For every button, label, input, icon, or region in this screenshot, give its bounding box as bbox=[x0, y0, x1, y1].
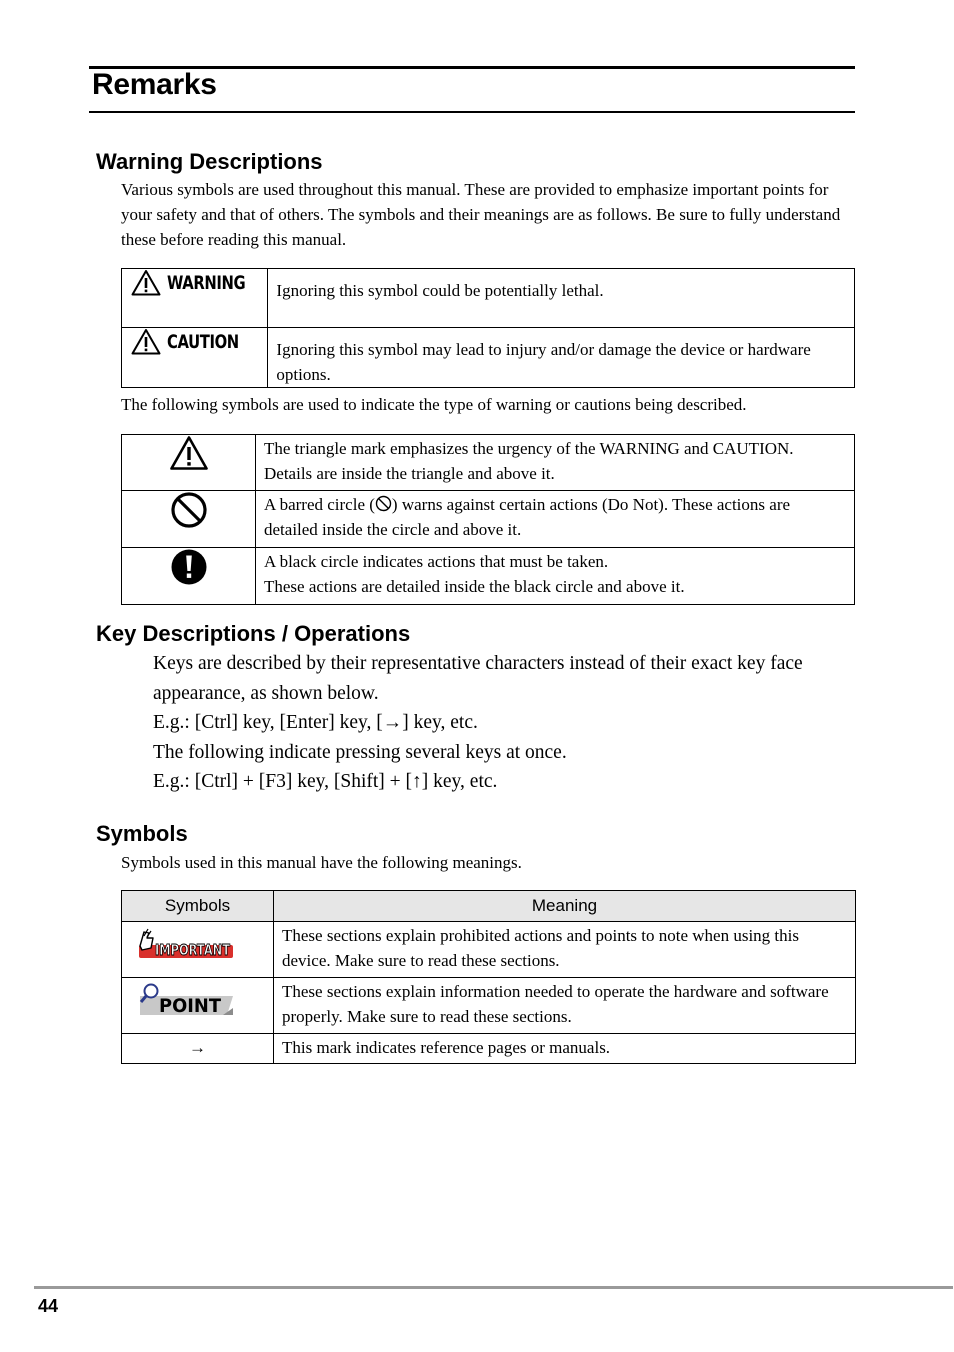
reference-symbol-cell bbox=[122, 1034, 274, 1064]
key-example2-before: E.g.: [Ctrl] + [F3] key, [Shift] + [ bbox=[153, 771, 413, 792]
up-arrow-key-icon: ↑ bbox=[412, 771, 422, 792]
title-rule-bottom bbox=[89, 111, 855, 113]
important-row bbox=[122, 922, 856, 978]
key-example2-after: ] key, etc. bbox=[421, 771, 498, 792]
key-example-combination bbox=[153, 767, 853, 797]
barred-circle-row bbox=[122, 491, 855, 548]
warning-label-cell bbox=[122, 269, 268, 328]
barred-circle-text-after: ) warns against certain actions (Do Not). These actions are detailed inside the circle and above it. bbox=[264, 495, 791, 539]
important-meaning-cell bbox=[274, 922, 856, 978]
black-circle-row bbox=[122, 548, 855, 605]
black-circle-description-cell bbox=[256, 548, 855, 605]
warning-description: Ignoring this symbol could be potentially lethal. bbox=[276, 281, 604, 300]
key-example-single bbox=[153, 708, 853, 738]
black-circle-line2: These actions are detailed inside the black circle and above it. bbox=[264, 577, 685, 596]
prohibited-icon bbox=[170, 491, 208, 529]
triangle-warning-icon bbox=[169, 435, 209, 471]
black-circle-icon-cell bbox=[122, 548, 256, 605]
warning-description-cell bbox=[268, 269, 855, 328]
warning-triangle-icon bbox=[131, 269, 161, 296]
key-descriptions-heading: Key Descriptions / Operations bbox=[96, 621, 411, 646]
meaning-column-header: Meaning bbox=[274, 891, 856, 922]
arrow-icon: → bbox=[189, 1038, 206, 1057]
triangle-mark-line1: The triangle mark emphasizes the urgency of the WARNING and CAUTION. bbox=[264, 439, 794, 458]
caution-description: Ignoring this symbol may lead to injury and/or damage the device or hardware options. bbox=[276, 340, 811, 384]
mandatory-action-icon bbox=[170, 548, 208, 586]
key-combination-intro: The following indicate pressing several keys at once. bbox=[153, 741, 567, 763]
reference-meaning-cell bbox=[274, 1034, 856, 1064]
important-icon-label: IMPORTANT bbox=[155, 941, 231, 959]
important-icon bbox=[136, 926, 234, 960]
inline-prohibited-icon bbox=[375, 495, 392, 512]
point-row bbox=[122, 978, 856, 1034]
warning-level-row bbox=[122, 269, 855, 328]
symbol-types-intro-text: The following symbols are used to indicate the type of warning or cautions being described. bbox=[121, 395, 747, 414]
symbols-intro-text: Symbols used in this manual have the following meanings. bbox=[121, 853, 522, 872]
warning-levels-table bbox=[121, 268, 855, 388]
point-icon bbox=[137, 982, 235, 1016]
right-arrow-key-icon: → bbox=[382, 712, 403, 733]
caution-level-row bbox=[122, 328, 855, 388]
key-example1-after: ] key, etc. bbox=[402, 712, 478, 733]
point-icon-label: POINT bbox=[159, 995, 222, 1017]
point-meaning-cell bbox=[274, 978, 856, 1034]
warning-label: WARNING bbox=[167, 271, 246, 294]
footer-rule bbox=[34, 1286, 953, 1289]
point-meaning: These sections explain information needed to operate the hardware and software properly. Make sure to read these sections. bbox=[282, 982, 829, 1026]
caution-label: CAUTION bbox=[167, 330, 239, 353]
key-descriptions-block bbox=[153, 649, 853, 797]
triangle-mark-icon-cell bbox=[122, 435, 256, 491]
point-symbol-cell bbox=[122, 978, 274, 1034]
page-title: Remarks bbox=[92, 68, 217, 101]
warning-marks-table bbox=[121, 434, 855, 605]
key-example1-before: E.g.: [Ctrl] key, [Enter] key, [ bbox=[153, 712, 383, 733]
barred-circle-description bbox=[256, 491, 854, 542]
page-number: 44 bbox=[38, 1296, 59, 1316]
reference-row bbox=[122, 1034, 856, 1064]
triangle-mark-line2: Details are inside the triangle and above it. bbox=[264, 464, 555, 483]
barred-circle-icon-cell bbox=[122, 491, 256, 548]
symbols-heading: Symbols bbox=[96, 821, 188, 846]
key-descriptions-intro: Keys are described by their representative characters instead of their exact key face appearance, as shown below. bbox=[153, 653, 803, 704]
warning-descriptions-heading: Warning Descriptions bbox=[96, 149, 323, 174]
caution-label-cell bbox=[122, 328, 268, 388]
caution-triangle-icon bbox=[131, 328, 161, 355]
important-symbol-cell bbox=[122, 922, 274, 978]
symbols-table bbox=[121, 890, 856, 1064]
caution-description-cell bbox=[268, 328, 855, 388]
symbols-table-header bbox=[122, 891, 856, 922]
symbols-column-header: Symbols bbox=[122, 891, 274, 922]
warning-intro-text: Various symbols are used throughout this manual. These are provided to emphasize important points for your safety and that of others. The symbols and their meanings are as follows. Be sure to fully understand these before reading this manual. bbox=[121, 180, 841, 249]
barred-circle-description-cell bbox=[256, 491, 855, 548]
black-circle-line1: A black circle indicates actions that must be taken. bbox=[264, 552, 609, 571]
reference-meaning: This mark indicates reference pages or manuals. bbox=[282, 1038, 611, 1057]
barred-circle-text-before: A barred circle ( bbox=[264, 495, 375, 514]
triangle-mark-description-cell bbox=[256, 435, 855, 491]
triangle-mark-row bbox=[122, 435, 855, 491]
important-meaning: These sections explain prohibited actions and points to note when using this device. Make sure to read these sections. bbox=[282, 926, 799, 970]
